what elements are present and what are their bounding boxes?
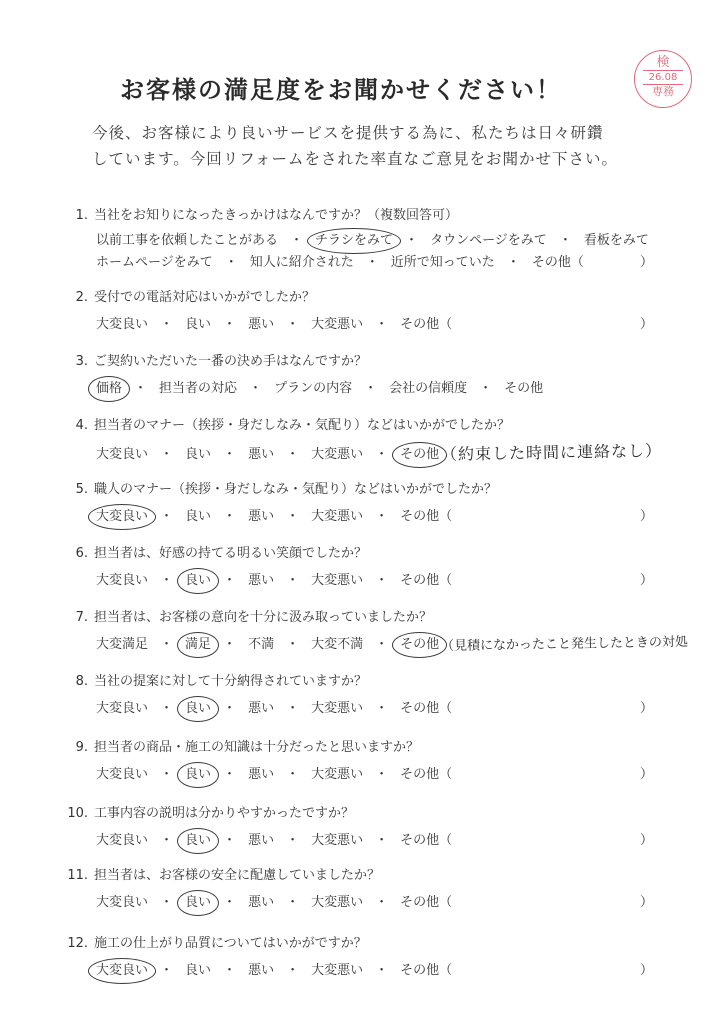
page-title: お客様の満足度をお聞かせください！ [120,76,562,104]
option[interactable]: 悪い [248,701,275,716]
question-number: 4. [75,418,88,433]
option[interactable]: その他（ [531,255,584,270]
option[interactable]: 大変良い [96,447,149,462]
option[interactable]: プランの内容 [274,381,353,396]
option-selected[interactable]: 価格 [94,378,124,400]
close-paren: ） [640,573,654,588]
intro-line-1: 今後、お客様により良いサービスを提供する為に、私たちは日々研鑽 [92,124,604,142]
close-paren: ） [640,833,654,848]
option[interactable]: 悪い [248,447,275,462]
close-paren: ） [640,767,654,782]
option[interactable]: 悪い [248,833,275,848]
question-text: 当社をお知りになったきっかけはなんですか？（複数回答可） [94,208,459,223]
option[interactable]: 良い [185,509,212,524]
question-text: 受付での電話対応はいかがでしたか？ [94,290,316,305]
option[interactable]: 大変悪い [311,895,364,910]
option[interactable]: 大変悪い [311,701,364,716]
option[interactable]: 大変悪い [311,767,364,782]
option[interactable]: 大変悪い [311,963,364,978]
question-text: 職人のマナー（挨拶・身だしなみ・気配り）などはいかがでしたか？ [94,482,498,497]
option-selected[interactable]: 良い [183,830,213,852]
option[interactable]: 悪い [248,767,275,782]
option[interactable]: その他（ [400,509,453,524]
handwritten-comment: （見積になかったこと発生したときの対処 [441,634,689,655]
option-selected[interactable]: 大変良い [94,960,150,982]
question-3: 3. ご契約いただいた一番の決め手はなんですか？ 価格 ・ 担当者の対応 ・ プランの内容 ・ 会社の信頼度 ・ その他 [54,352,684,400]
close-paren: ） [640,255,654,270]
option-selected[interactable]: 満足 [183,634,213,656]
option[interactable]: 大変悪い [311,317,364,332]
question-5: 5. 職人のマナー（挨拶・身だしなみ・気配り）などはいかがでしたか？ 大変良い ・ 良い ・ 悪い ・ 大変悪い ・ その他（ ） [54,480,684,528]
option[interactable]: 担当者の対応 [159,381,238,396]
option[interactable]: その他（ [400,963,453,978]
option[interactable]: 悪い [248,573,275,588]
close-paren: ） [640,963,654,978]
question-number: 3. [75,354,88,369]
approval-stamp [634,50,692,108]
option[interactable]: 悪い [248,509,275,524]
option[interactable]: 大変不満 [311,637,364,652]
option[interactable]: 良い [185,963,212,978]
question-number: 5. [75,482,88,497]
question-text: 担当者のマナー（挨拶・身だしなみ・気配り）などはいかがでしたか？ [94,418,511,433]
question-2: 2. 受付での電話対応はいかがでしたか？ 大変良い ・ 良い ・ 悪い ・ 大変悪い ・ その他（ ） [54,288,684,336]
option[interactable]: タウンページをみて [430,233,547,248]
option-selected[interactable]: その他 [398,444,441,466]
stamp-line3: 専務 [652,85,674,98]
question-1: 1. 当社をお知りになったきっかけはなんですか？（複数回答可） 以前工事を依頼したことがある ・ チラシをみて ・ タウンページをみて ・ 看板をみて ホームページをみて ・ 知人に紹介された ・ 近所で知っていた ・ その他（ ） [54,206,684,274]
option[interactable]: 近所で知っていた [390,255,495,270]
option[interactable]: 会社の信頼度 [389,381,468,396]
question-text: 担当者は、好感の持てる明るい笑顔でしたか？ [94,546,368,561]
close-paren: ） [640,509,654,524]
question-number: 7. [75,610,88,625]
question-text: 工事内容の説明は分かりやすかったですか？ [94,806,355,821]
option-selected[interactable]: チラシをみて [313,230,395,252]
option[interactable]: 大変悪い [311,447,364,462]
question-4: 4. 担当者のマナー（挨拶・身だしなみ・気配り）などはいかがでしたか？ 大変良い ・ 良い ・ 悪い ・ 大変悪い ・ その他 （約束した時間に連絡なし） [54,416,684,464]
option[interactable]: その他（ [400,767,453,782]
intro-text [92,120,652,172]
question-number: 12. [67,936,88,951]
option[interactable]: その他（ [400,833,453,848]
option-selected[interactable]: 良い [183,698,213,720]
option[interactable]: 良い [185,317,212,332]
option[interactable]: その他 [504,381,544,396]
option[interactable]: 大変悪い [311,573,364,588]
option[interactable]: 悪い [248,895,275,910]
option[interactable]: その他（ [400,895,453,910]
option[interactable]: その他（ [400,701,453,716]
option[interactable]: 大変良い [96,573,149,588]
stamp-date: 26.08 [643,70,683,85]
question-12: 12. 施工の仕上がり品質についてはいかがですか？ 大変良い ・ 良い ・ 悪い ・ 大変悪い ・ その他（ ） [54,934,684,982]
question-text: 当社の提案に対して十分納得されていますか？ [94,674,368,689]
option[interactable]: 悪い [248,963,275,978]
option[interactable]: 大変良い [96,701,149,716]
option[interactable]: 悪い [248,317,275,332]
option[interactable]: 看板をみて [583,233,649,248]
question-text: 担当者は、お客様の意向を十分に汲み取っていましたか？ [94,610,433,625]
close-paren: ） [640,317,654,332]
question-number: 11. [67,868,88,883]
close-paren: ） [640,701,654,716]
question-10: 10. 工事内容の説明は分かりやすかったですか？ 大変良い ・ 良い ・ 悪い ・ 大変悪い ・ その他（ ） [54,804,684,852]
question-number: 8. [75,674,88,689]
option[interactable]: 大変良い [96,317,149,332]
option[interactable]: 大変良い [96,833,149,848]
question-9: 9. 担当者の商品・施工の知識は十分だったと思いますか？ 大変良い ・ 良い ・ 悪い ・ 大変悪い ・ その他（ ） [54,738,684,786]
option[interactable]: 知人に紹介された [249,255,354,270]
question-8: 8. 当社の提案に対して十分納得されていますか？ 大変良い ・ 良い ・ 悪い ・ 大変悪い ・ その他（ ） [54,672,684,720]
question-text: 施工の仕上がり品質についてはいかがですか？ [94,936,367,951]
option[interactable]: 大変良い [96,767,149,782]
option[interactable]: 大変満足 [96,637,149,652]
question-11: 11. 担当者は、お客様の安全に配慮していましたか？ 大変良い ・ 良い ・ 悪い ・ 大変悪い ・ その他（ ） [54,866,684,914]
option[interactable]: ホームページをみて [96,255,213,270]
option[interactable]: その他（ [400,573,453,588]
question-text: 担当者の商品・施工の知識は十分だったと思いますか？ [94,740,420,755]
handwritten-comment: （約束した時間に連絡なし） [440,441,663,464]
question-7: 7. 担当者は、お客様の意向を十分に汲み取っていましたか？ 大変満足 ・ 満足 ・ 不満 ・ 大変不満 ・ その他 （見積になかったこと発生したときの対処 [54,608,684,656]
option[interactable]: 良い [185,447,212,462]
option-selected[interactable]: 良い [183,570,213,592]
question-text: 担当者は、お客様の安全に配慮していましたか？ [94,868,381,883]
stamp-line1: 検 [656,55,670,70]
question-number: 10. [67,806,88,821]
option[interactable]: その他（ [400,317,453,332]
option[interactable]: 不満 [248,637,275,652]
option-selected[interactable]: 良い [183,892,213,914]
option[interactable]: 大変悪い [311,833,364,848]
question-6: 6. 担当者は、好感の持てる明るい笑顔でしたか？ 大変良い ・ 良い ・ 悪い ・ 大変悪い ・ その他（ ） [54,544,684,592]
question-number: 2. [75,290,88,305]
question-number: 1. [75,208,88,223]
option-selected[interactable]: 大変良い [94,506,150,528]
close-paren: ） [640,895,654,910]
option[interactable]: 大変悪い [311,509,364,524]
option[interactable]: 大変良い [96,895,149,910]
option[interactable]: 以前工事を依頼したことがある [96,233,279,248]
question-number: 6. [75,546,88,561]
question-text: ご契約いただいた一番の決め手はなんですか？ [94,354,368,369]
option-selected[interactable]: 良い [183,764,213,786]
intro-line-2: しています。今回リフォームをされた率直なご意見をお聞かせ下さい。 [92,150,618,168]
option-selected[interactable]: その他 [398,634,441,656]
question-number: 9. [75,740,88,755]
